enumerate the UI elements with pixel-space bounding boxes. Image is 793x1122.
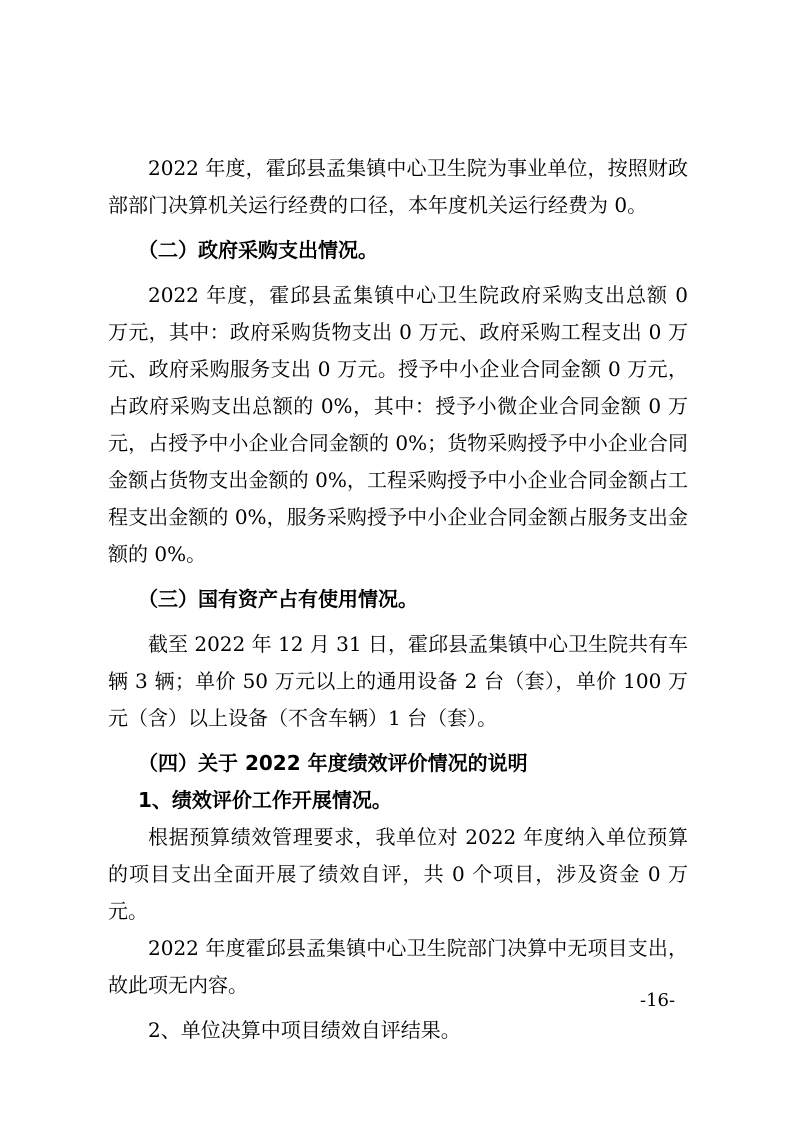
heading-state-assets: （三）国有资产占有使用情况。: [138, 587, 418, 611]
spacer: [108, 269, 688, 277]
paragraph-operating-expenses: 2022 年度，霍邱县孟集镇中心卫生院为事业单位，按照财政部部门决算机关运行经费的口径，本年度机关运行经费为 0。: [108, 156, 688, 217]
spacer: [108, 618, 688, 626]
page-number: -16-: [640, 990, 676, 1011]
heading-performance-evaluation: （四）关于 2022 年度绩效评价情况的说明: [138, 751, 528, 775]
heading-government-procurement: （二）政府采购支出情况。: [138, 238, 378, 262]
spacer: [108, 737, 688, 745]
heading-evaluation-work: 1、绩效评价工作开展情况。: [138, 788, 392, 812]
document-body: [108, 150, 688, 1049]
paragraph-procurement-details: 2022 年度，霍邱县孟集镇中心卫生院政府采购支出总额 0 万元，其中：政府采购货物支出 0 万元、政府采购工程支出 0 万元、政府采购服务支出 0 万元。授予中小企业合同金额 0 万元，占政府采购支出总额的 0%，其中：授予小微企业合同金额 0 万元，占授予中小企业合同金额的 0%；货物采购授予中小企业合同金额占货物支出金额的 0%，工程采购授予中小企业合同金额占工程支出金额的 0%，服务采购授予中小企业合同金额占服务支出金额的 0%。: [108, 283, 688, 566]
paragraph-no-project-expenses: 2022 年度霍邱县孟集镇中心卫生院部门决算中无项目支出，故此项无内容。: [108, 936, 688, 997]
spacer: [108, 573, 688, 581]
spacer: [108, 1004, 688, 1012]
paragraph-evaluation-scope: 根据预算绩效管理要求，我单位对 2022 年度纳入单位预算的项目支出全面开展了绩效自评，共 0 个项目，涉及资金 0 万元。: [108, 825, 688, 923]
spacer: [108, 224, 688, 232]
paragraph-assets-details: 截至 2022 年 12 月 31 日，霍邱县孟集镇中心卫生院共有车辆 3 辆；单价 50 万元以上的通用设备 2 台（套），单价 100 万元（含）以上设备（不含车辆）1 台（套）。: [108, 632, 688, 730]
paragraph-self-evaluation-results: 2、单位决算中项目绩效自评结果。: [148, 1018, 461, 1042]
